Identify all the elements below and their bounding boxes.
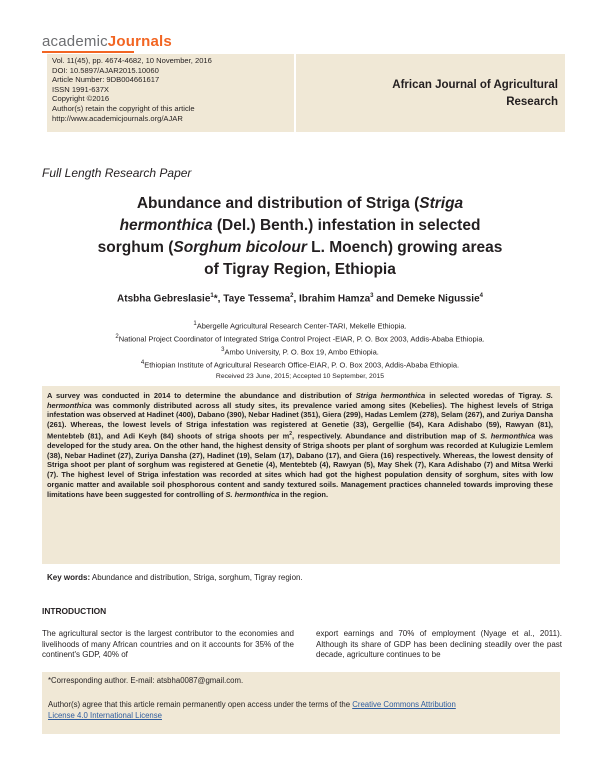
affiliation-item: $^2$National Project Coordinator of Integrated Striga Control Project -EIAR, P. O. Box 2003, Addis-Ababa Ethiopia.: [115, 334, 485, 344]
journal-logo: [42, 33, 172, 50]
title-italic: Striga: [419, 195, 464, 212]
abstract-text: A survey was conducted in 2014 to determine the abundance and distribution of Striga hermonthica in selected woredas of Tigray. S. hermonthica was commonly distributed across all study sites, its prevalence varied among sites (Kebelies). The highest levels of Striga infestation was observed at Hadinet (400), Dabano (390), Nebar Hadinet (351), Giera (299), Hadas Lemlem (278), Selam (267), and Zuriya Dansha (261). Whereas, the lowest levels of Striga infestation was registered at Genetie (33), Gergellie (54), Kara Adishabo (59), Rawyan (81), Mentebteb (81), and Adi Keyh (84) shoots of striga shoots per $m^2$, respectively. Abundance and distribution map of S. hermonthica was developed for the study area. On the other hand, the highest density of Striga shoots per plant of sorghum was recorded at Kulugizie Lemlem (38), Nebar Hadinet (27), Zuriya Dansha (27), Hadinet (19), Selam (17), Dabano (17), and Giera (16) respectively. Whereas, the lowest density of Striga shoot per plant of sorghum was registered at Genetie (4), Mentebteb (4), Rawyan (5), May Shek (7), Kara Adishabo (7) and Mitsa Werki (7). The highest level of Striga infestation was recorded at sites which had got the highest population density of sorghum, sites with low organic matter and available soil phosphorous content and sandy textured soils. Management practices channeled towards improving these limitations have been suggested for controlling of S. hermonthica in the region.: [47, 391, 553, 499]
license-text: Author(s) agree that this article remain permanently open access under the terms of the: [48, 700, 353, 709]
author-name: , Ibrahim Hamza: [293, 293, 371, 305]
paper-type: Full Length Research Paper: [42, 166, 192, 180]
logo-text-academic: academic: [42, 33, 108, 50]
title-text: of Tigray Region, Ethiopia: [204, 261, 396, 278]
article-metadata: [52, 56, 212, 123]
intro-column-left: The agricultural sector is the largest contributor to the economies and livelihoods of many African countries and on it accounts for 35% of the continent's GDP, 40% of: [42, 629, 294, 660]
corresponding-mark: *: [213, 293, 218, 305]
author-affiliation-mark: 1: [210, 293, 214, 299]
license-link[interactable]: Creative Commons Attribution: [352, 700, 456, 709]
title-text: Abundance and distribution of Striga (: [136, 195, 420, 212]
meta-volume: Vol. 11(45), pp. 4674-4682, 10 November, 2016: [52, 56, 212, 65]
author-affiliation-mark: 4: [479, 293, 483, 299]
journal-name-line1: African Journal of Agricultural: [392, 79, 558, 91]
author-affiliation-mark: 2: [290, 293, 294, 299]
section-heading-introduction: INTRODUCTION: [42, 606, 107, 616]
author-name: and Demeke Nigussie: [373, 293, 480, 305]
meta-rights: Author(s) retain the copyright of this article: [52, 103, 195, 113]
author-name: , Taye Tessema: [217, 293, 291, 305]
meta-issn: ISSN 1991-637X: [52, 84, 109, 94]
title-text: (Del.) Benth.) infestation in selected: [212, 217, 481, 234]
meta-url[interactable]: http://www.academicjournals.org/AJAR: [52, 113, 183, 123]
affiliation-list: [50, 319, 550, 371]
author-affiliation-mark: 3: [370, 293, 374, 299]
meta-doi: DOI: 10.5897/AJAR2015.10060: [52, 65, 159, 75]
title-italic: hermonthica: [119, 217, 213, 234]
author-name: Atsbha Gebreslasie: [117, 293, 211, 305]
affiliation-item: $^1$Abergelle Agricultural Research Center-TARI, Mekelle Ethiopia.: [193, 321, 407, 331]
corresponding-author[interactable]: *Corresponding author. E-mail: atsbha0087@gmail.com.: [48, 676, 244, 685]
logo-text-journals: Journals: [107, 33, 172, 50]
journal-name: [318, 77, 558, 111]
license-note: [48, 699, 548, 721]
license-link[interactable]: License 4.0 International License: [48, 711, 162, 720]
affiliation-item: $^3$Ambo University, P. O. Box 19, Ambo Ethiopia.: [221, 347, 379, 357]
title-text: L. Moench) growing areas: [306, 239, 503, 256]
author-list: [50, 293, 550, 304]
title-text: sorghum (: [97, 239, 174, 256]
keywords: [47, 573, 303, 582]
keywords-label: Key words:: [47, 573, 91, 582]
meta-article-number: Article Number: 9DB004661617: [52, 75, 160, 85]
journal-name-line2: Research: [506, 96, 558, 108]
meta-copyright: Copyright ©2016: [52, 94, 110, 104]
intro-column-right: export earnings and 70% of employment (Nyage et al., 2011). Although its share of GDP has been declining steadily over the past decade, agriculture continues to be: [316, 629, 562, 660]
received-accepted-dates: Received 23 June, 2015; Accepted 10 September, 2015: [215, 373, 385, 380]
logo-underline: [42, 51, 134, 53]
title-italic: Sorghum bicolour: [173, 239, 307, 256]
paper-title: [50, 193, 550, 281]
keywords-text: Abundance and distribution, Striga, sorghum, Tigray region.: [90, 573, 303, 582]
affiliation-item: $^4$Ethiopian Institute of Agricultural Research Office-EIAR, P. O. Box 2003, Addis-Ababa Ethiopia.: [140, 360, 460, 370]
